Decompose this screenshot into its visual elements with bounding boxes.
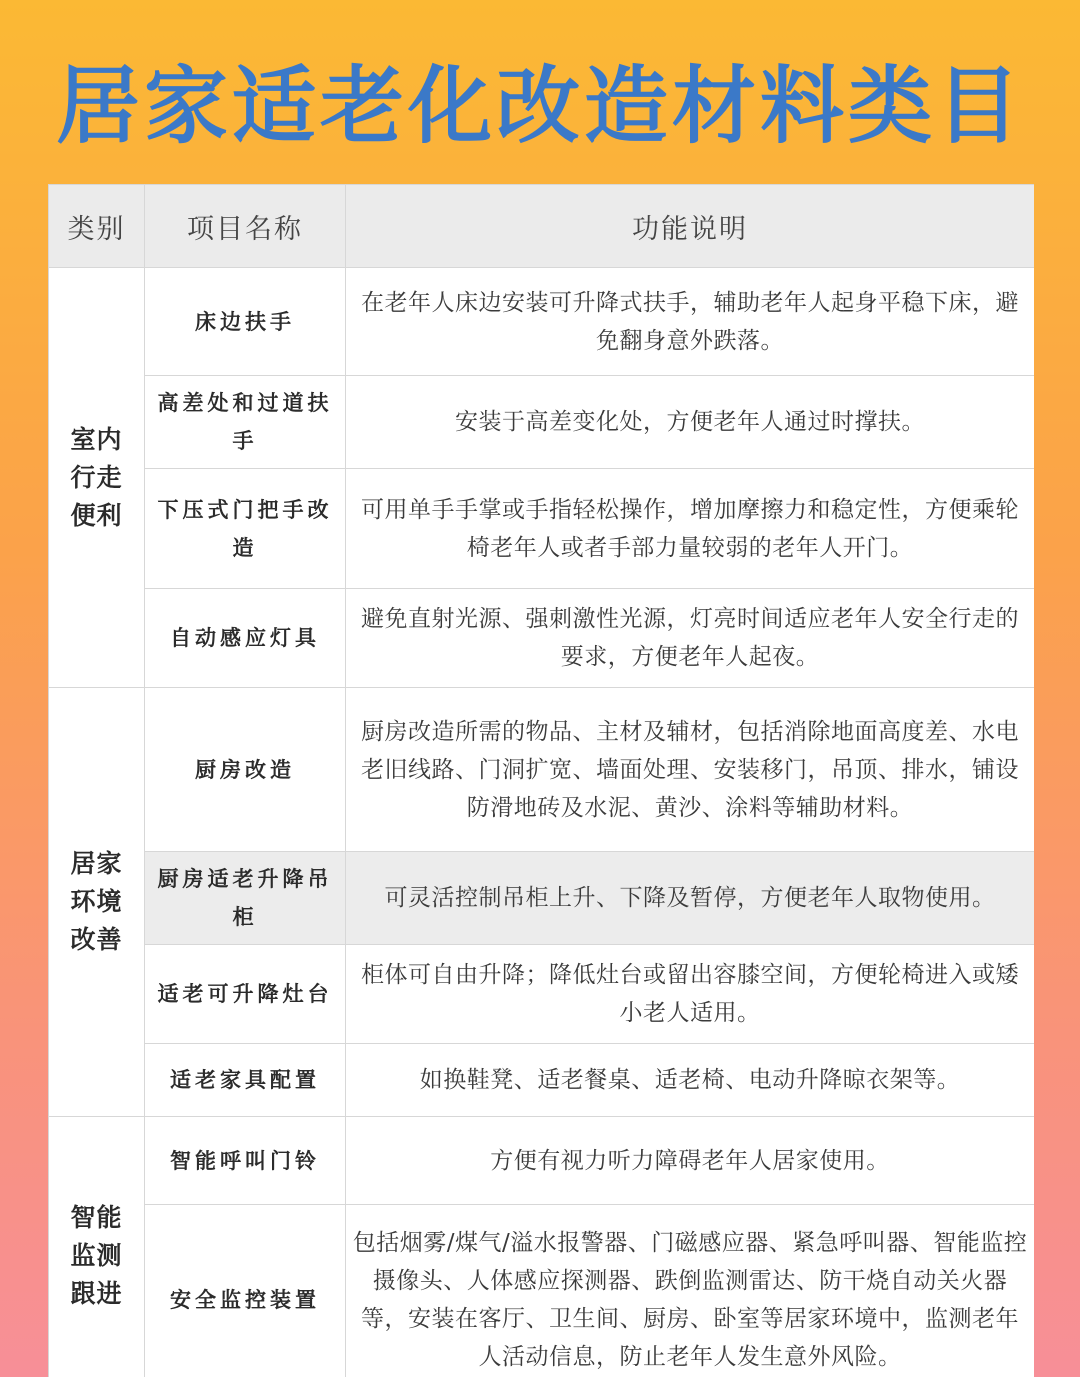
item-description: 柜体可自由升降；降低灶台或留出容膝空间，方便轮椅进入或矮小老人适用。 bbox=[346, 945, 1035, 1044]
header-category: 类别 bbox=[49, 185, 145, 268]
category-cell: 室内行走便利 bbox=[49, 268, 145, 688]
item-description: 可用单手手掌或手指轻松操作，增加摩擦力和稳定性，方便乘轮椅老年人或者手部力量较弱的老年人开门。 bbox=[346, 469, 1035, 589]
table-row bbox=[49, 1117, 1035, 1205]
item-description: 方便有视力听力障碍老年人居家使用。 bbox=[346, 1117, 1035, 1205]
table-row bbox=[49, 268, 1035, 376]
item-name: 床边扶手 bbox=[145, 268, 346, 376]
item-name: 厨房适老升降吊柜 bbox=[145, 852, 346, 945]
header-item-name: 项目名称 bbox=[145, 185, 346, 268]
table-row bbox=[49, 945, 1035, 1044]
table-row bbox=[49, 589, 1035, 688]
item-description: 如换鞋凳、适老餐桌、适老椅、电动升降晾衣架等。 bbox=[346, 1044, 1035, 1117]
item-name: 厨房改造 bbox=[145, 688, 346, 852]
table-row bbox=[49, 376, 1035, 469]
item-description: 可灵活控制吊柜上升、下降及暂停，方便老年人取物使用。 bbox=[346, 852, 1035, 945]
item-description: 厨房改造所需的物品、主材及辅材，包括消除地面高度差、水电老旧线路、门洞扩宽、墙面处理、安装移门，吊顶、排水，铺设防滑地砖及水泥、黄沙、涂料等辅助材料。 bbox=[346, 688, 1035, 852]
header-description: 功能说明 bbox=[346, 185, 1035, 268]
item-name: 下压式门把手改造 bbox=[145, 469, 346, 589]
item-name: 自动感应灯具 bbox=[145, 589, 346, 688]
table-row bbox=[49, 1044, 1035, 1117]
item-name: 适老家具配置 bbox=[145, 1044, 346, 1117]
item-name: 适老可升降灶台 bbox=[145, 945, 346, 1044]
item-description: 避免直射光源、强刺激性光源，灯亮时间适应老年人安全行走的要求，方便老年人起夜。 bbox=[346, 589, 1035, 688]
table-row bbox=[49, 688, 1035, 852]
item-description: 安装于高差变化处，方便老年人通过时撑扶。 bbox=[346, 376, 1035, 469]
materials-table bbox=[48, 184, 1034, 1377]
item-description: 在老年人床边安装可升降式扶手，辅助老年人起身平稳下床，避免翻身意外跌落。 bbox=[346, 268, 1035, 376]
item-name: 安全监控装置 bbox=[145, 1205, 346, 1377]
category-cell: 智能监测跟进 bbox=[49, 1117, 145, 1377]
item-name: 智能呼叫门铃 bbox=[145, 1117, 346, 1205]
table-row bbox=[49, 1205, 1035, 1377]
table-row bbox=[49, 852, 1035, 945]
category-cell: 居家环境改善 bbox=[49, 688, 145, 1117]
item-description: 包括烟雾/煤气/溢水报警器、门磁感应器、紧急呼叫器、智能监控摄像头、人体感应探测器、跌倒监测雷达、防干烧自动关火器等，安装在客厅、卫生间、厨房、卧室等居家环境中，监测老年人活动信息，防止老年人发生意外风险。 bbox=[346, 1205, 1035, 1377]
page-title: 居家适老化改造材料类目 bbox=[55, 57, 1024, 155]
item-name: 高差处和过道扶手 bbox=[145, 376, 346, 469]
table-row bbox=[49, 469, 1035, 589]
table-header-row bbox=[49, 185, 1035, 268]
